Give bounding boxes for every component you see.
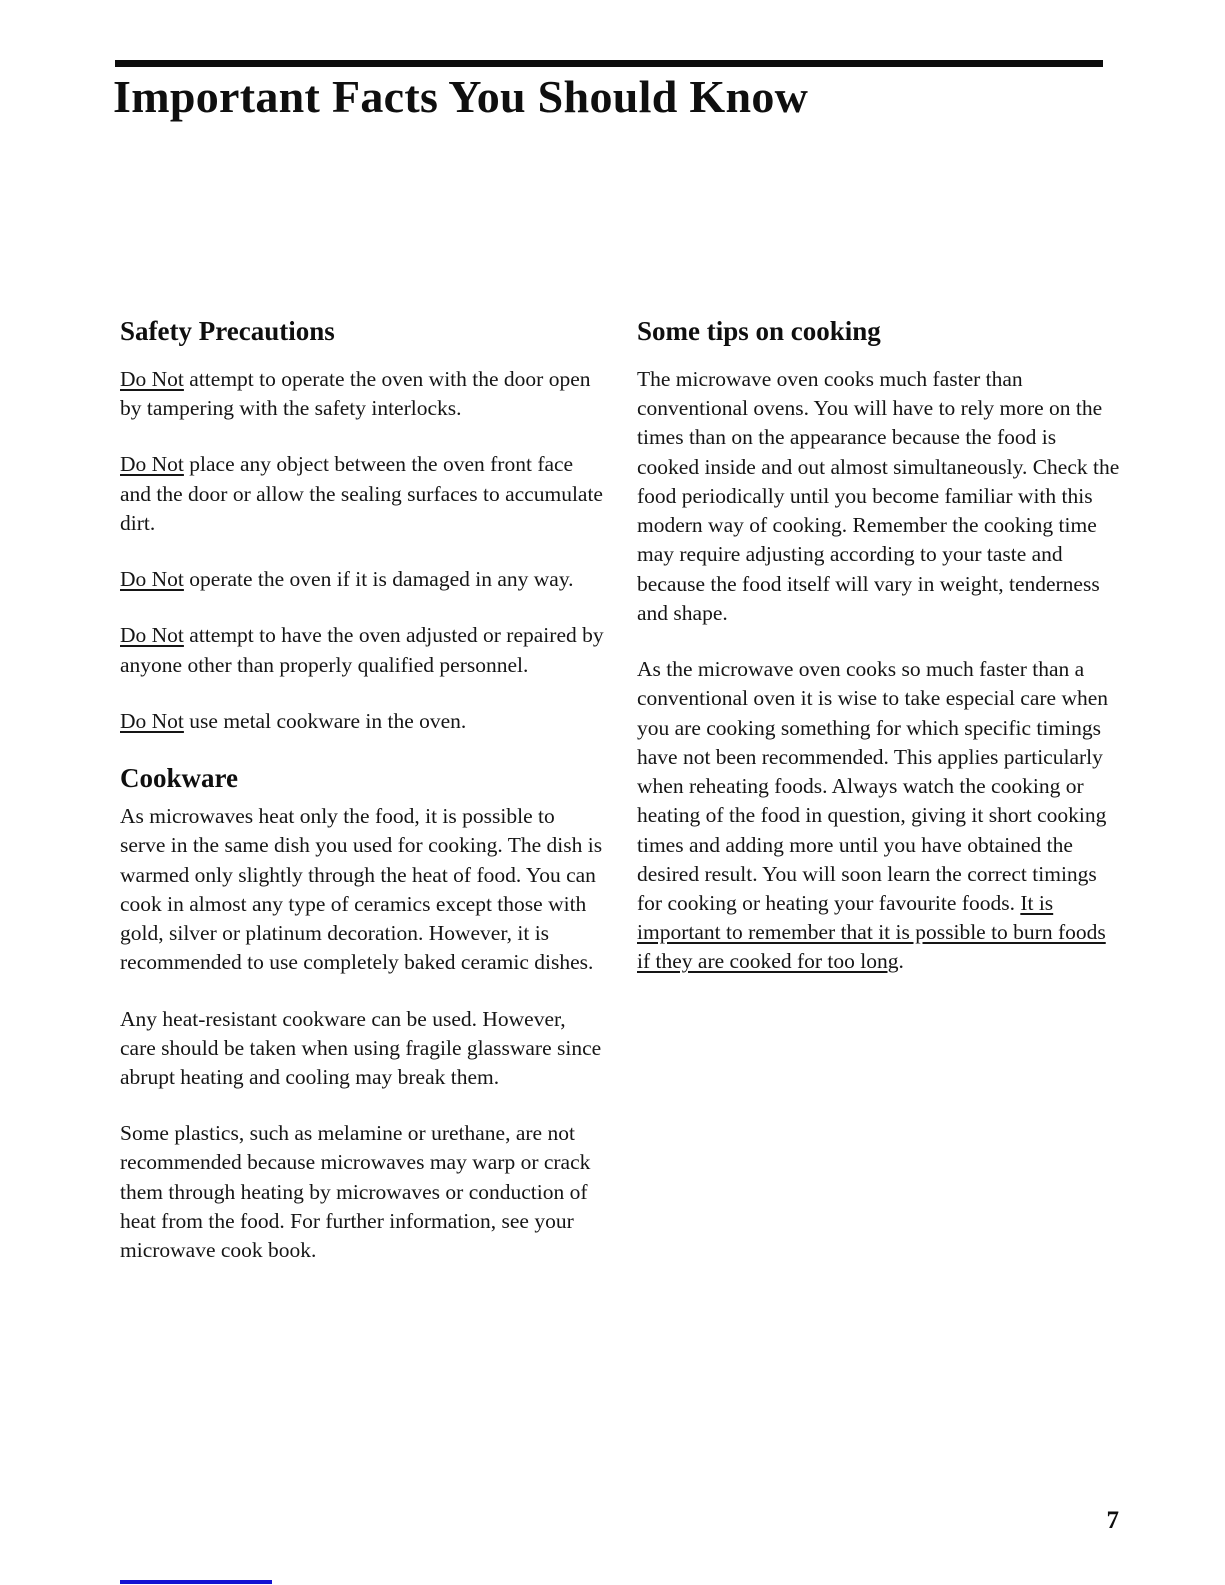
section [637, 316, 1121, 977]
paragraph [120, 707, 604, 736]
paragraph [120, 621, 604, 679]
page-number: 7 [1106, 1507, 1119, 1534]
paragraph [120, 1119, 604, 1265]
paragraph [120, 450, 604, 538]
text-segment: As the microwave oven cooks so much faster than a conventional oven it is wise to take especial care when you are cooking something for which specific timings have not been recommended. This applies particularly when reheating foods. Always watch the cooking or heating of the food in question, giving it short cooking times and adding more until you have obtained the desired result. You will soon learn the correct timings for cooking or heating your favourite foods. [637, 657, 1109, 915]
section [120, 763, 604, 1265]
content-columns [120, 316, 1120, 1292]
text-segment: operate the oven if it is damaged in any way. [183, 567, 574, 592]
text-segment: place any object between the oven front face and the door or allow the sealing surfaces to accumulate dirt. [120, 452, 603, 535]
text-segment: attempt to have the oven adjusted or repaired by anyone other than properly qualified personnel. [120, 623, 604, 677]
text-segment: Any heat-resistant cookware can be used. However, care should be taken when using fragile glassware since abrupt heating and cooling may break them. [120, 1006, 602, 1089]
section-heading: Some tips on cooking [637, 316, 881, 346]
text-segment: attempt to operate the oven with the door open by tampering with the safety interlocks. [120, 367, 591, 421]
paragraph [120, 565, 604, 594]
underlined-text: Do Not [120, 567, 184, 592]
section [120, 316, 604, 736]
text-segment: As microwaves heat only the food, it is possible to serve in the same dish you used for cooking. The dish is warmed only slightly through the heat of food. You can cook in almost any type of ceramics except those with gold, silver or platinum decoration. However, it is recommended to use completely baked ceramic dishes. [120, 804, 603, 975]
paragraph [120, 1005, 604, 1093]
scan-artifact-line [120, 1580, 272, 1584]
paragraph [637, 655, 1121, 977]
underlined-text: Do Not [120, 623, 184, 648]
underlined-text: Do Not [120, 452, 184, 477]
text-segment: . [898, 949, 904, 974]
left-column [120, 316, 604, 1292]
text-segment: use metal cookware in the oven. [183, 708, 467, 733]
paragraph [120, 802, 604, 977]
underlined-text: It is important to remember that it is possible to burn foods if they are cooked for too long [637, 890, 1106, 974]
right-column [637, 316, 1121, 1004]
page-title: Important Facts You Should Know [113, 71, 809, 122]
paragraph [120, 365, 604, 423]
paragraph [637, 365, 1121, 628]
underlined-text: Do Not [120, 708, 184, 733]
text-segment: The microwave oven cooks much faster than conventional ovens. You will have to rely more on the times than on the appearance because the food is cooked inside and out almost simultaneously. Check the food periodically until you become familiar with this modern way of cooking. Remember the cooking time may require adjusting according to your taste and because the food itself will vary in weight, tenderness and shape. [637, 367, 1120, 625]
underlined-text: Do Not [120, 367, 184, 391]
text-segment: Some plastics, such as melamine or urethane, are not recommended because microwaves may warp or crack them through heating by microwaves or conduction of heat from the food. For further information, see your microwave cook book. [120, 1121, 591, 1263]
section-heading: Cookware [120, 763, 238, 794]
section-heading: Safety Precautions [120, 316, 335, 346]
title-rule [115, 60, 1103, 67]
